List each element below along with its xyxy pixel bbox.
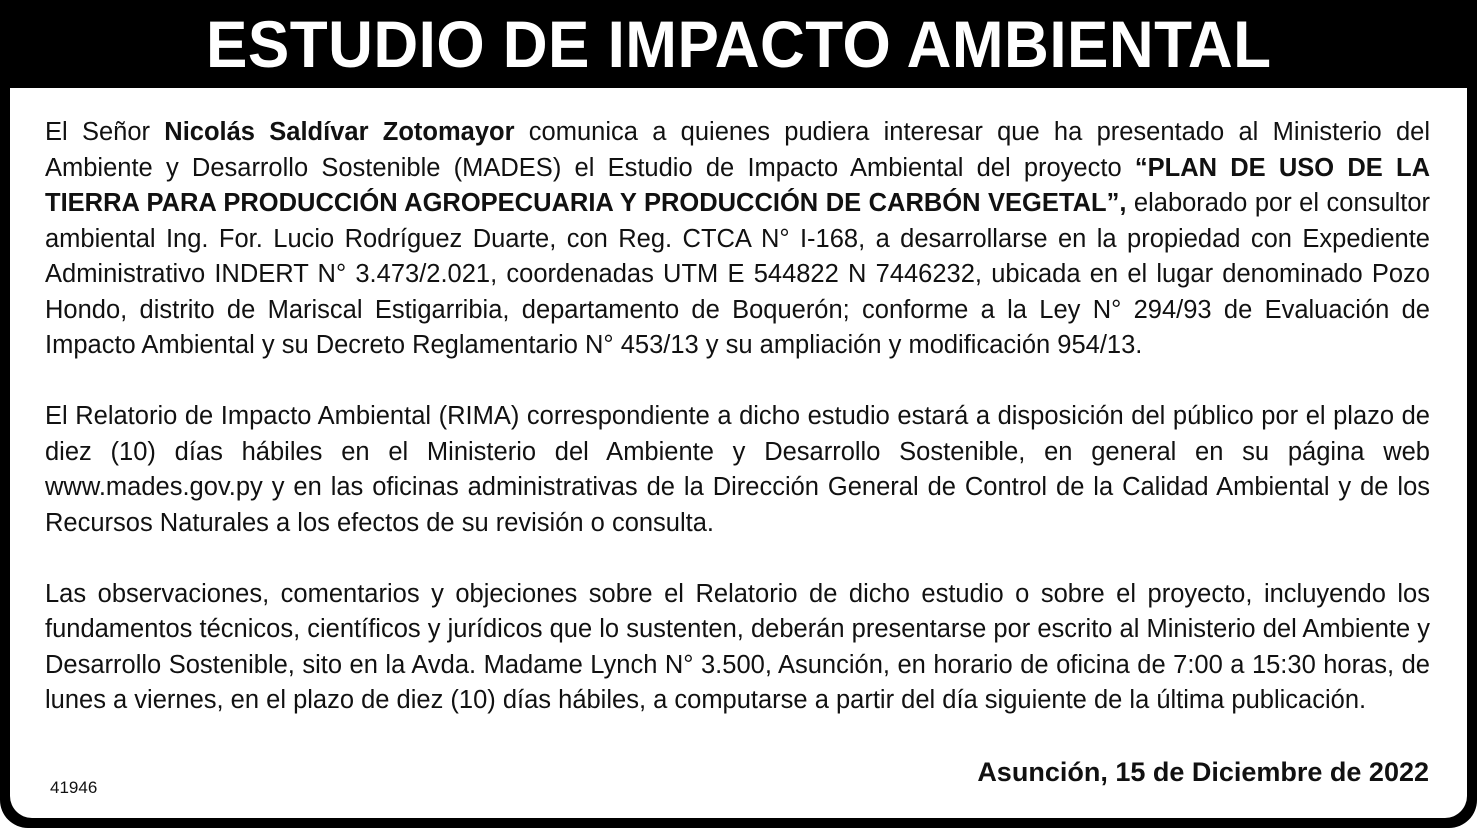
paragraph-1-intro: El Señor: [45, 118, 165, 146]
paragraph-1-end: elaborado por el consultor ambiental Ing. For. Lucio Rodríguez Duarte, con Reg. CTCA N° I-168, a desarrollarse en la propiedad con Expediente Administrativo INDERT N° 3.473/2.021, coordenadas UTM E 544822 N 7446232, ubicada en el lugar denominado Pozo Hondo, distrito de Mariscal Estigarribia, departamento de Boquerón; conforme a la Ley N° 294/93 de Evaluación de Impacto Ambiental y su Decreto Reglamentario N° 453/13 y su ampliación y modificación 954/13.: [45, 189, 1430, 359]
paragraph-1-middle: comunica a quienes pudiera interesar que ha presentado al Ministerio del Ambiente y Desarrollo Sostenible (MADES) el Estudio de Impacto Ambiental del proyecto: [45, 118, 1430, 182]
paragraph-1: [45, 115, 1430, 364]
reference-number: 41946: [50, 778, 98, 797]
notice-title: ESTUDIO DE IMPACTO AMBIENTAL: [205, 7, 1272, 81]
paragraph-2: El Relatorio de Impacto Ambiental (RIMA) correspondiente a dicho estudio estará a disposición del público por el plazo de diez (10) días hábiles en el Ministerio del Ambiente y Desarrollo Sostenible, en general en su página web www.mades.gov.py y en las oficinas administrativas de la Dirección General de Control de la Calidad Ambiental y de los Recursos Naturales a los efectos de su revisión o consulta.: [45, 402, 1430, 537]
header-bar: [0, 0, 1477, 88]
paragraph-3: Las observaciones, comentarios y objeciones sobre el Relatorio de dicho estudio o sobre el proyecto, incluyendo los fundamentos técnicos, científicos y jurídicos que lo sustenten, deberán presentarse por escrito al Ministerio del Ambiente y Desarrollo Sostenible, sito en la Avda. Madame Lynch N° 3.500, Asunción, en horario de oficina de 7:00 a 15:30 horas, de lunes a viernes, en el plazo de diez (10) días hábiles, a computarse a partir del día siguiente de la última publicación.: [45, 579, 1430, 714]
notice-content: [45, 115, 1430, 754]
date-line: Asunción, 15 de Diciembre de 2022: [977, 757, 1429, 787]
project-name: “PLAN DE USO DE LA TIERRA PARA PRODUCCIÓN AGROPECUARIA Y PRODUCCIÓN DE CARBÓN VEGETAL”,: [45, 153, 1430, 217]
applicant-name: Nicolás Saldívar Zotomayor: [164, 118, 515, 146]
